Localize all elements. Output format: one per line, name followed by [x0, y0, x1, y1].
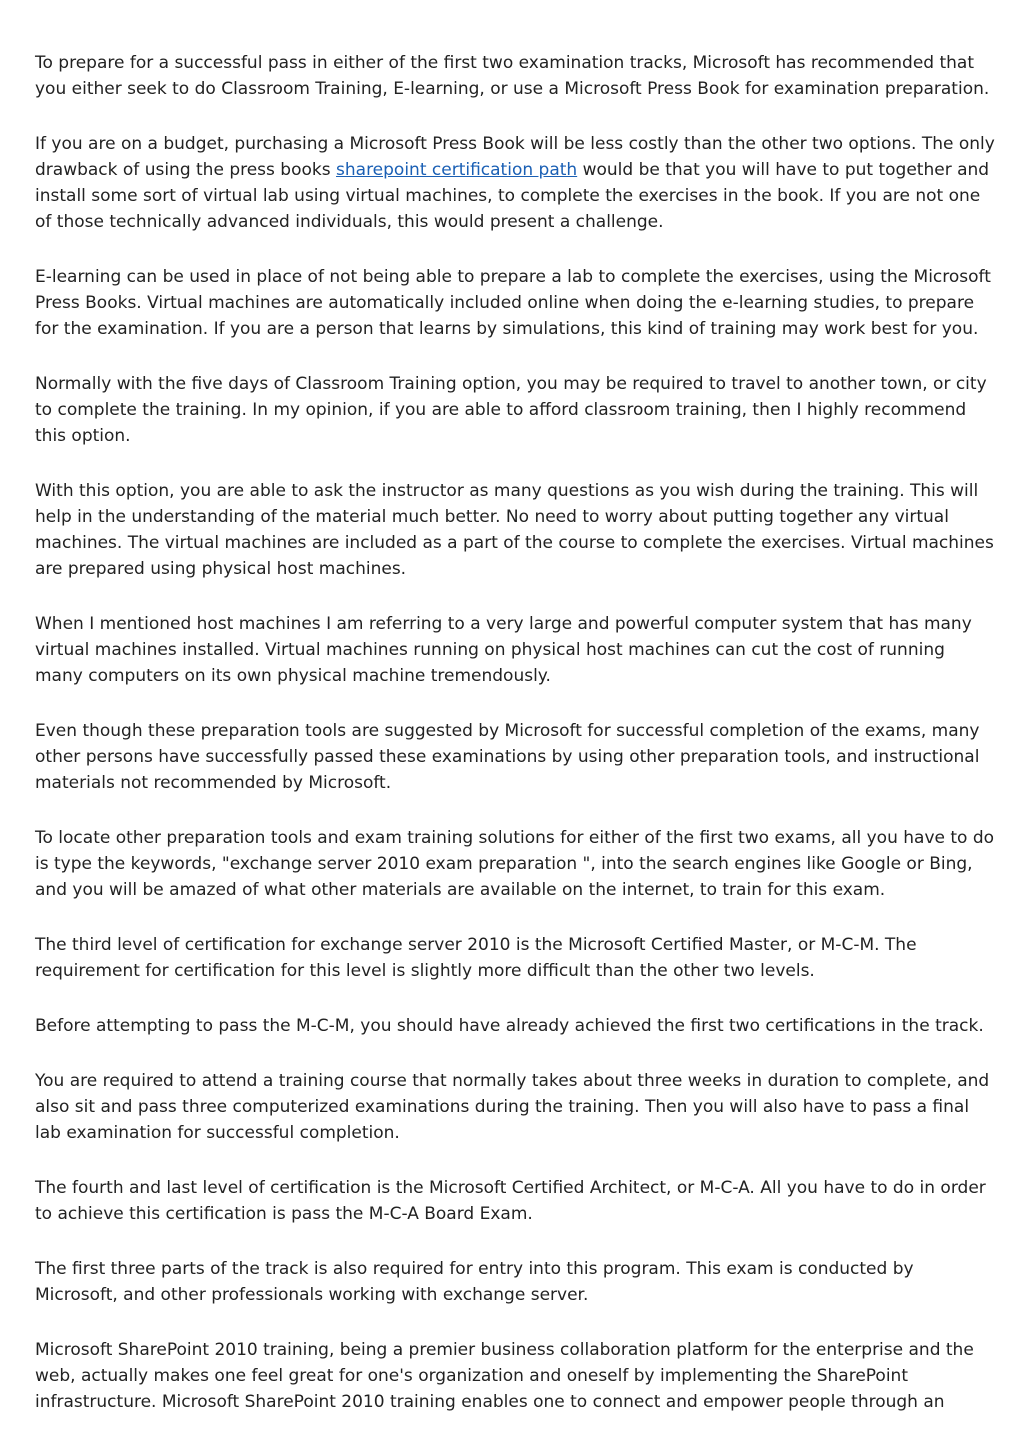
- paragraph-10: Before attempting to pass the M-C-M, you should have already achieved the first two certifications in the track.: [35, 1016, 984, 1036]
- paragraph-2: [35, 131, 995, 235]
- paragraph-14: Microsoft SharePoint 2010 training, being a premier business collaboration platform for the enterprise and the web, actually makes one feel great for one's organization and oneself by implementing the SharePoint infrastructure. Microsoft SharePoint 2010 training enables one to connect and empower people through an: [35, 1340, 974, 1412]
- document-body: [35, 50, 995, 1444]
- paragraph-7: Even though these preparation tools are suggested by Microsoft for successful completion of the exams, many other persons have successfully passed these examinations by using other preparation tools, and instructional materials not recommended by Microsoft.: [35, 721, 980, 793]
- paragraph-3: E-learning can be used in place of not being able to prepare a lab to complete the exercises, using the Microsoft Press Books. Virtual machines are automatically included online when doing the e-learning studies, to prepare for the examination. If you are a person that learns by simulations, this kind of training may work best for you.: [35, 267, 991, 339]
- paragraph-1: To prepare for a successful pass in either of the first two examination tracks, Microsoft has recommended that you either seek to do Classroom Training, E-learning, or use a Microsoft Press Book for examination preparation.: [35, 53, 990, 99]
- paragraph-2-text-after: would be that you will have to put together and install some sort of virtual lab using virtual machines, to complete the exercises in the book. If you are not one of those technically advanced individuals, this would present a challenge.: [35, 160, 990, 232]
- sharepoint-certification-path-link[interactable]: sharepoint certification path: [336, 160, 578, 180]
- paragraph-6: When I mentioned host machines I am referring to a very large and powerful computer system that has many virtual machines installed. Virtual machines running on physical host machines can cut the cost of running many computers on its own physical machine tremendously.: [35, 614, 972, 686]
- paragraph-9: The third level of certification for exchange server 2010 is the Microsoft Certified Master, or M-C-M. The requirement for certification for this level is slightly more difficult than the other two levels.: [35, 935, 917, 981]
- paragraph-12: The fourth and last level of certification is the Microsoft Certified Architect, or M-C-A. All you have to do in order to achieve this certification is pass the M-C-A Board Exam.: [35, 1178, 986, 1224]
- paragraph-11: You are required to attend a training course that normally takes about three weeks in duration to complete, and also sit and pass three computerized examinations during the training. Then you will also have to pass a final lab examination for successful completion.: [35, 1071, 990, 1143]
- paragraph-2-text-before: If you are on a budget, purchasing a Microsoft Press Book will be less costly than the other two options. The only drawback of using the press books: [35, 134, 995, 180]
- paragraph-5: With this option, you are able to ask the instructor as many questions as you wish during the training. This will help in the understanding of the material much better. No need to worry about putting together any virtual machines. The virtual machines are included as a part of the course to complete the exercises. Virtual machines are prepared using physical host machines.: [35, 481, 994, 579]
- paragraph-13: The first three parts of the track is also required for entry into this program. This exam is conducted by Microsoft, and other professionals working with exchange server.: [35, 1259, 914, 1305]
- paragraph-4: Normally with the five days of Classroom Training option, you may be required to travel to another town, or city to complete the training. In my opinion, if you are able to afford classroom training, then I highly recommend this option.: [35, 374, 987, 446]
- paragraph-8: To locate other preparation tools and exam training solutions for either of the first two exams, all you have to do is type the keywords, "exchange server 2010 exam preparation ", into the search engines like Google or Bing, and you will be amazed of what other materials are available on the internet, to train for this exam.: [35, 828, 995, 900]
